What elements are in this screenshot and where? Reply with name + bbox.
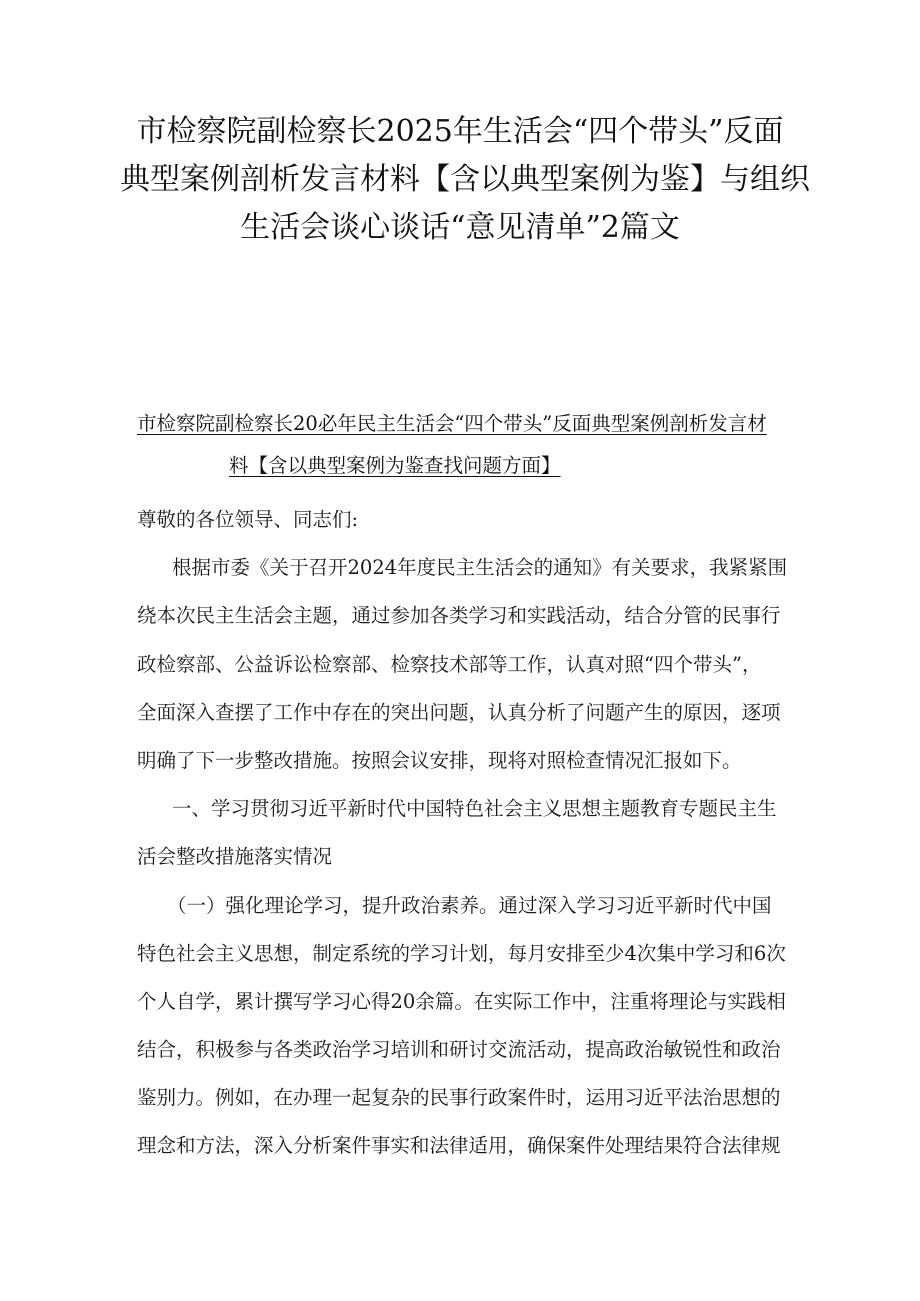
paragraph-line: 特色社会主义思想，制定系统的学习计划，每月安排至少4次集中学习和6次 [137,941,786,965]
section-heading-line: 一、学习贯彻习近平新时代中国特色社会主义思想主题教育专题民主生 [172,797,777,821]
paragraph-line: （一）强化理论学习，提升政治素养。通过深入学习习近平新时代中国 [167,893,772,917]
paragraph-line: 个人自学，累计撰写学习心得20余篇。在实际工作中，注重将理论与实践相 [137,989,786,1013]
article-body [137,500,792,1167]
salutation: 尊敬的各位领导、同志们: [137,508,359,531]
paragraph-line: 根据市委《关于召开2024年度民主生活会的通知》有关要求，我紧紧围 [172,556,788,580]
paragraph-line: 绕本次民主生活会主题，通过参加各类学习和实践活动，结合分管的民事行 [137,604,781,628]
paragraph-line: 全面深入查摆了工作中存在的突出问题，认真分析了问题产生的原因，逐项 [137,700,781,724]
paragraph-line: 理念和方法，深入分析案件事实和法律适用，确保案件处理结果符合法律规 [137,1134,781,1158]
paragraph-line: 政检察部、公益诉讼检察部、检察技术部等工作，认真对照“四个带头”， [137,652,762,676]
paragraph-line: 明确了下一步整改措施。按照会议安排，现将对照检查情况汇报如下。 [137,748,742,772]
title-line: 生活会谈心谈话“意见清单”2篇文 [240,210,680,245]
article-subtitle [137,403,797,487]
title-line: 典型案例剖析发言材料【含以典型案例为鉴】与组织 [120,162,810,197]
paragraph-line: 鉴别力。例如，在办理一起复杂的民事行政案件时，运用习近平法治思想的 [137,1086,781,1110]
paragraph-line: 结合，积极参与各类政治学习培训和研讨交流活动，提高政治敏锐性和政治 [137,1038,781,1062]
subtitle-line: 料【含以典型案例为鉴查找问题方面】 [229,454,561,477]
section-heading-line: 活会整改措施落实情况 [137,845,333,869]
title-line: 市检察院副检察长2025年生活会“四个带头”反面 [136,114,784,149]
document-title [120,108,810,252]
subtitle-line: 市检察院副检察长20必年民主生活会“四个带头”反面典型案例剖析发言材 [137,412,767,435]
